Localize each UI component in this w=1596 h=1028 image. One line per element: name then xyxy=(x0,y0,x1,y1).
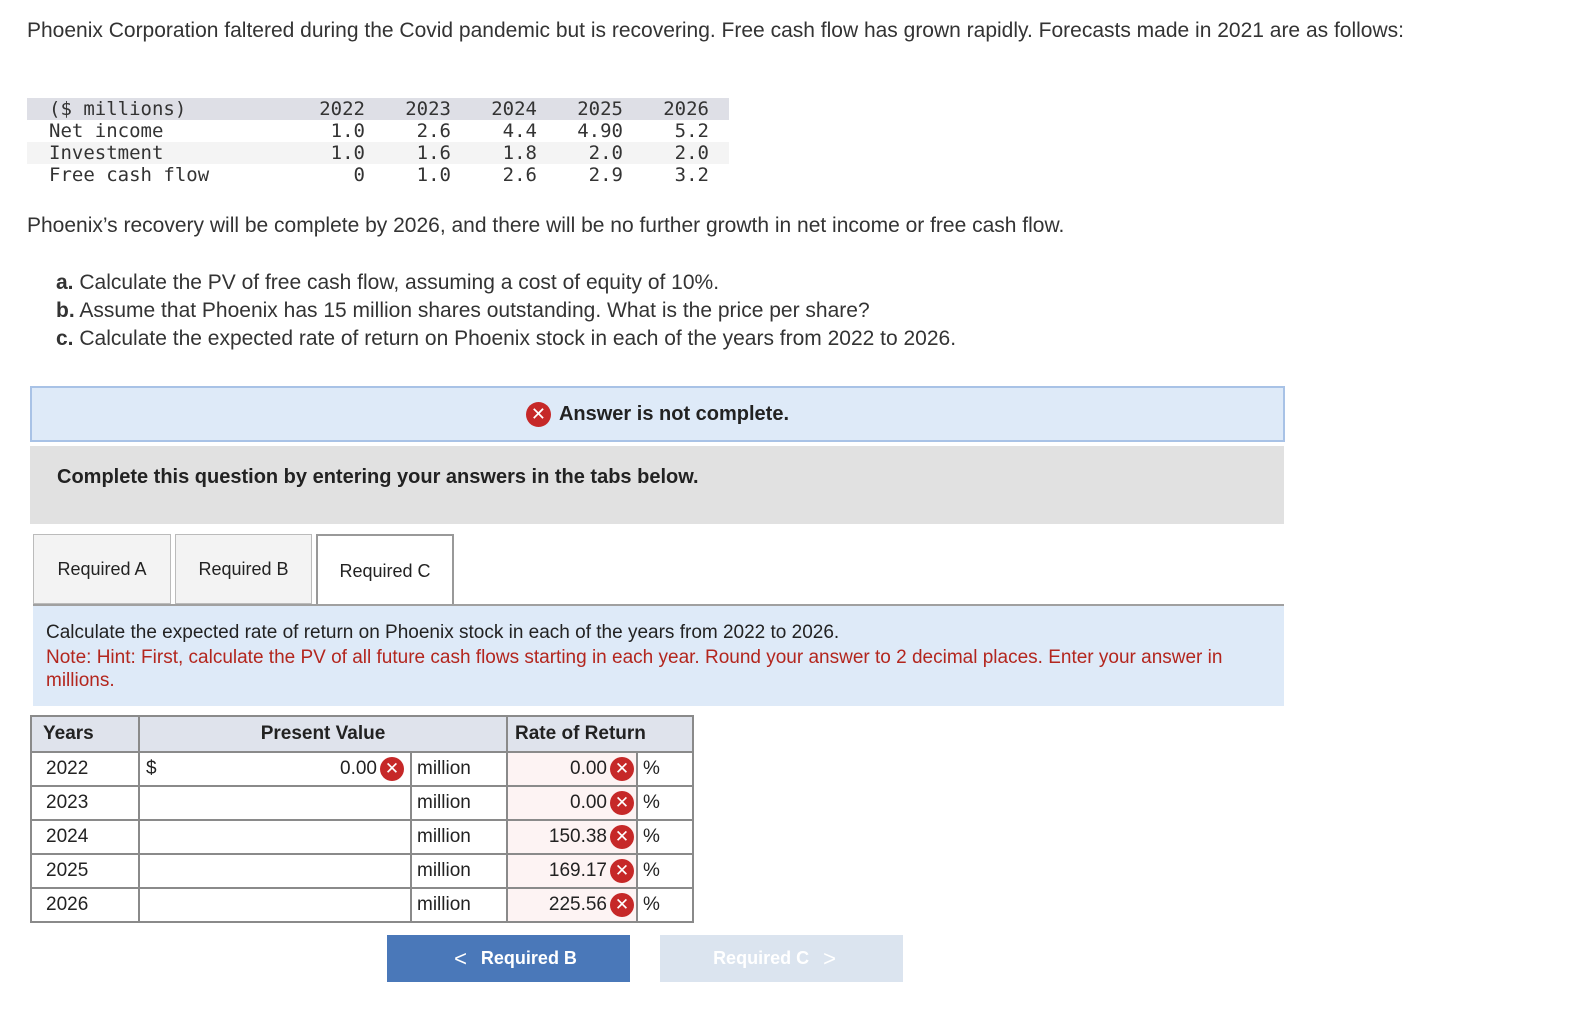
unit-label: million xyxy=(411,752,507,786)
next-required-button[interactable] xyxy=(660,935,903,982)
rate-value: 169.17 xyxy=(548,860,607,881)
forecast-cell: 4.4 xyxy=(502,120,537,142)
answer-row xyxy=(31,820,693,854)
forecast-row-label: Free cash flow xyxy=(49,164,210,186)
unit-label: million xyxy=(411,786,507,820)
incorrect-icon: ✕ xyxy=(380,757,404,781)
forecast-cell: 5.2 xyxy=(674,120,709,142)
unit-label: million xyxy=(411,820,507,854)
problem-intro: Phoenix Corporation faltered during the Covid pandemic but is recovering. Free cash flow has grown rapidly. Forecasts made in 2021 are as follows: xyxy=(27,19,1404,42)
forecast-header-label: ($ millions) xyxy=(27,98,279,120)
answer-table xyxy=(30,715,694,923)
forecast-cell: 1.8 xyxy=(451,142,537,164)
unit-label: million xyxy=(411,888,507,922)
year-label: 2024 xyxy=(31,820,139,854)
prev-button-label: Required B xyxy=(480,948,577,968)
required-c-question: Calculate the expected rate of return on Phoenix stock in each of the years from 2022 to 2026. xyxy=(46,622,840,643)
incorrect-icon: ✕ xyxy=(610,859,634,883)
forecast-header-row xyxy=(27,98,729,120)
question-text: Calculate the expected rate of return on Phoenix stock in each of the years from 2022 to 2026. xyxy=(79,327,957,350)
forecast-row-label: Net income xyxy=(49,120,164,142)
forecast-cell: 0 xyxy=(353,164,365,186)
incorrect-icon: ✕ xyxy=(610,893,634,917)
forecast-header-year: 2026 xyxy=(623,98,729,120)
forecast-header-year: 2025 xyxy=(537,98,623,120)
year-label: 2022 xyxy=(31,752,139,786)
forecast-cell: 2.0 xyxy=(623,142,729,164)
answer-status-banner xyxy=(30,386,1285,442)
required-c-prompt xyxy=(33,606,1284,706)
instruction-banner xyxy=(30,446,1284,524)
question-item xyxy=(56,325,956,353)
year-label: 2023 xyxy=(31,786,139,820)
recovery-statement: Phoenix’s recovery will be complete by 2026, and there will be no further growth in net income or free cash flow. xyxy=(27,214,1065,237)
forecast-header-year: 2023 xyxy=(365,98,451,120)
forecast-cell: 1.6 xyxy=(365,142,451,164)
required-c-note: Note: Hint: First, calculate the PV of all future cash flows starting in each year. Round your answer to 2 decimal places. Enter your answer in millions. xyxy=(46,647,1223,691)
question-letter: c. xyxy=(56,327,74,350)
chevron-left-icon: < xyxy=(454,945,467,971)
prev-required-button[interactable] xyxy=(387,935,630,982)
question-letter: a. xyxy=(56,271,74,294)
forecast-cell: 4.90 xyxy=(577,120,623,142)
pv-input[interactable] xyxy=(139,820,411,854)
tab-required-c[interactable]: Required C xyxy=(316,534,454,606)
rate-value: 225.56 xyxy=(548,894,607,915)
year-label: 2025 xyxy=(31,854,139,888)
currency-symbol: $ xyxy=(146,758,157,779)
forecast-row xyxy=(27,142,729,164)
forecast-cell: 2.6 xyxy=(502,164,537,186)
forecast-header-year: 2024 xyxy=(451,98,537,120)
forecast-cell: 2.9 xyxy=(588,164,623,186)
x-circle-icon: ✕ xyxy=(526,402,551,427)
forecast-cell: 2.6 xyxy=(416,120,451,142)
pv-value: 0.00 xyxy=(340,758,377,779)
pv-input[interactable] xyxy=(139,786,411,820)
chevron-right-icon: > xyxy=(823,945,836,971)
incorrect-icon: ✕ xyxy=(610,825,634,849)
pv-input[interactable] xyxy=(139,752,411,786)
answer-row xyxy=(31,752,693,786)
question-item xyxy=(56,269,956,297)
year-label: 2026 xyxy=(31,888,139,922)
header-rate-of-return: Rate of Return xyxy=(507,716,693,752)
tab-required-a[interactable]: Required A xyxy=(33,534,171,604)
next-button-label: Required C xyxy=(713,948,810,968)
rate-input[interactable] xyxy=(507,888,637,922)
forecast-table xyxy=(27,98,729,186)
pv-input[interactable] xyxy=(139,888,411,922)
forecast-cell: 2.0 xyxy=(537,142,623,164)
forecast-header-year: 2022 xyxy=(279,98,365,120)
rate-value: 0.00 xyxy=(570,792,607,813)
question-letter: b. xyxy=(56,299,75,322)
incorrect-icon: ✕ xyxy=(610,757,634,781)
instruction-text: Complete this question by entering your answers in the tabs below. xyxy=(57,466,699,488)
tab-required-b[interactable]: Required B xyxy=(175,534,312,604)
forecast-row xyxy=(27,120,729,142)
incorrect-icon: ✕ xyxy=(610,791,634,815)
rate-input[interactable] xyxy=(507,820,637,854)
percent-label: % xyxy=(637,786,693,820)
answer-status-text: Answer is not complete. xyxy=(558,402,790,425)
question-list xyxy=(56,269,956,353)
forecast-cell: 3.2 xyxy=(674,164,709,186)
unit-label: million xyxy=(411,854,507,888)
header-present-value: Present Value xyxy=(139,716,507,752)
percent-label: % xyxy=(637,888,693,922)
pv-input[interactable] xyxy=(139,854,411,888)
question-text: Assume that Phoenix has 15 million shares outstanding. What is the price per share? xyxy=(79,299,870,322)
question-item xyxy=(56,297,956,325)
rate-input[interactable] xyxy=(507,786,637,820)
rate-input[interactable] xyxy=(507,854,637,888)
header-years: Years xyxy=(31,716,139,752)
percent-label: % xyxy=(637,854,693,888)
percent-label: % xyxy=(637,752,693,786)
rate-value: 0.00 xyxy=(570,758,607,779)
question-text: Calculate the PV of free cash flow, assuming a cost of equity of 10%. xyxy=(79,271,720,294)
answer-header-row xyxy=(31,716,693,752)
answer-row xyxy=(31,888,693,922)
answer-row xyxy=(31,786,693,820)
percent-label: % xyxy=(637,820,693,854)
rate-input[interactable] xyxy=(507,752,637,786)
forecast-cell: 1.0 xyxy=(279,142,365,164)
forecast-row-label: Investment xyxy=(27,142,279,164)
forecast-cell: 1.0 xyxy=(416,164,451,186)
forecast-row xyxy=(27,164,729,186)
answer-row xyxy=(31,854,693,888)
forecast-cell: 1.0 xyxy=(330,120,365,142)
rate-value: 150.38 xyxy=(548,826,607,847)
